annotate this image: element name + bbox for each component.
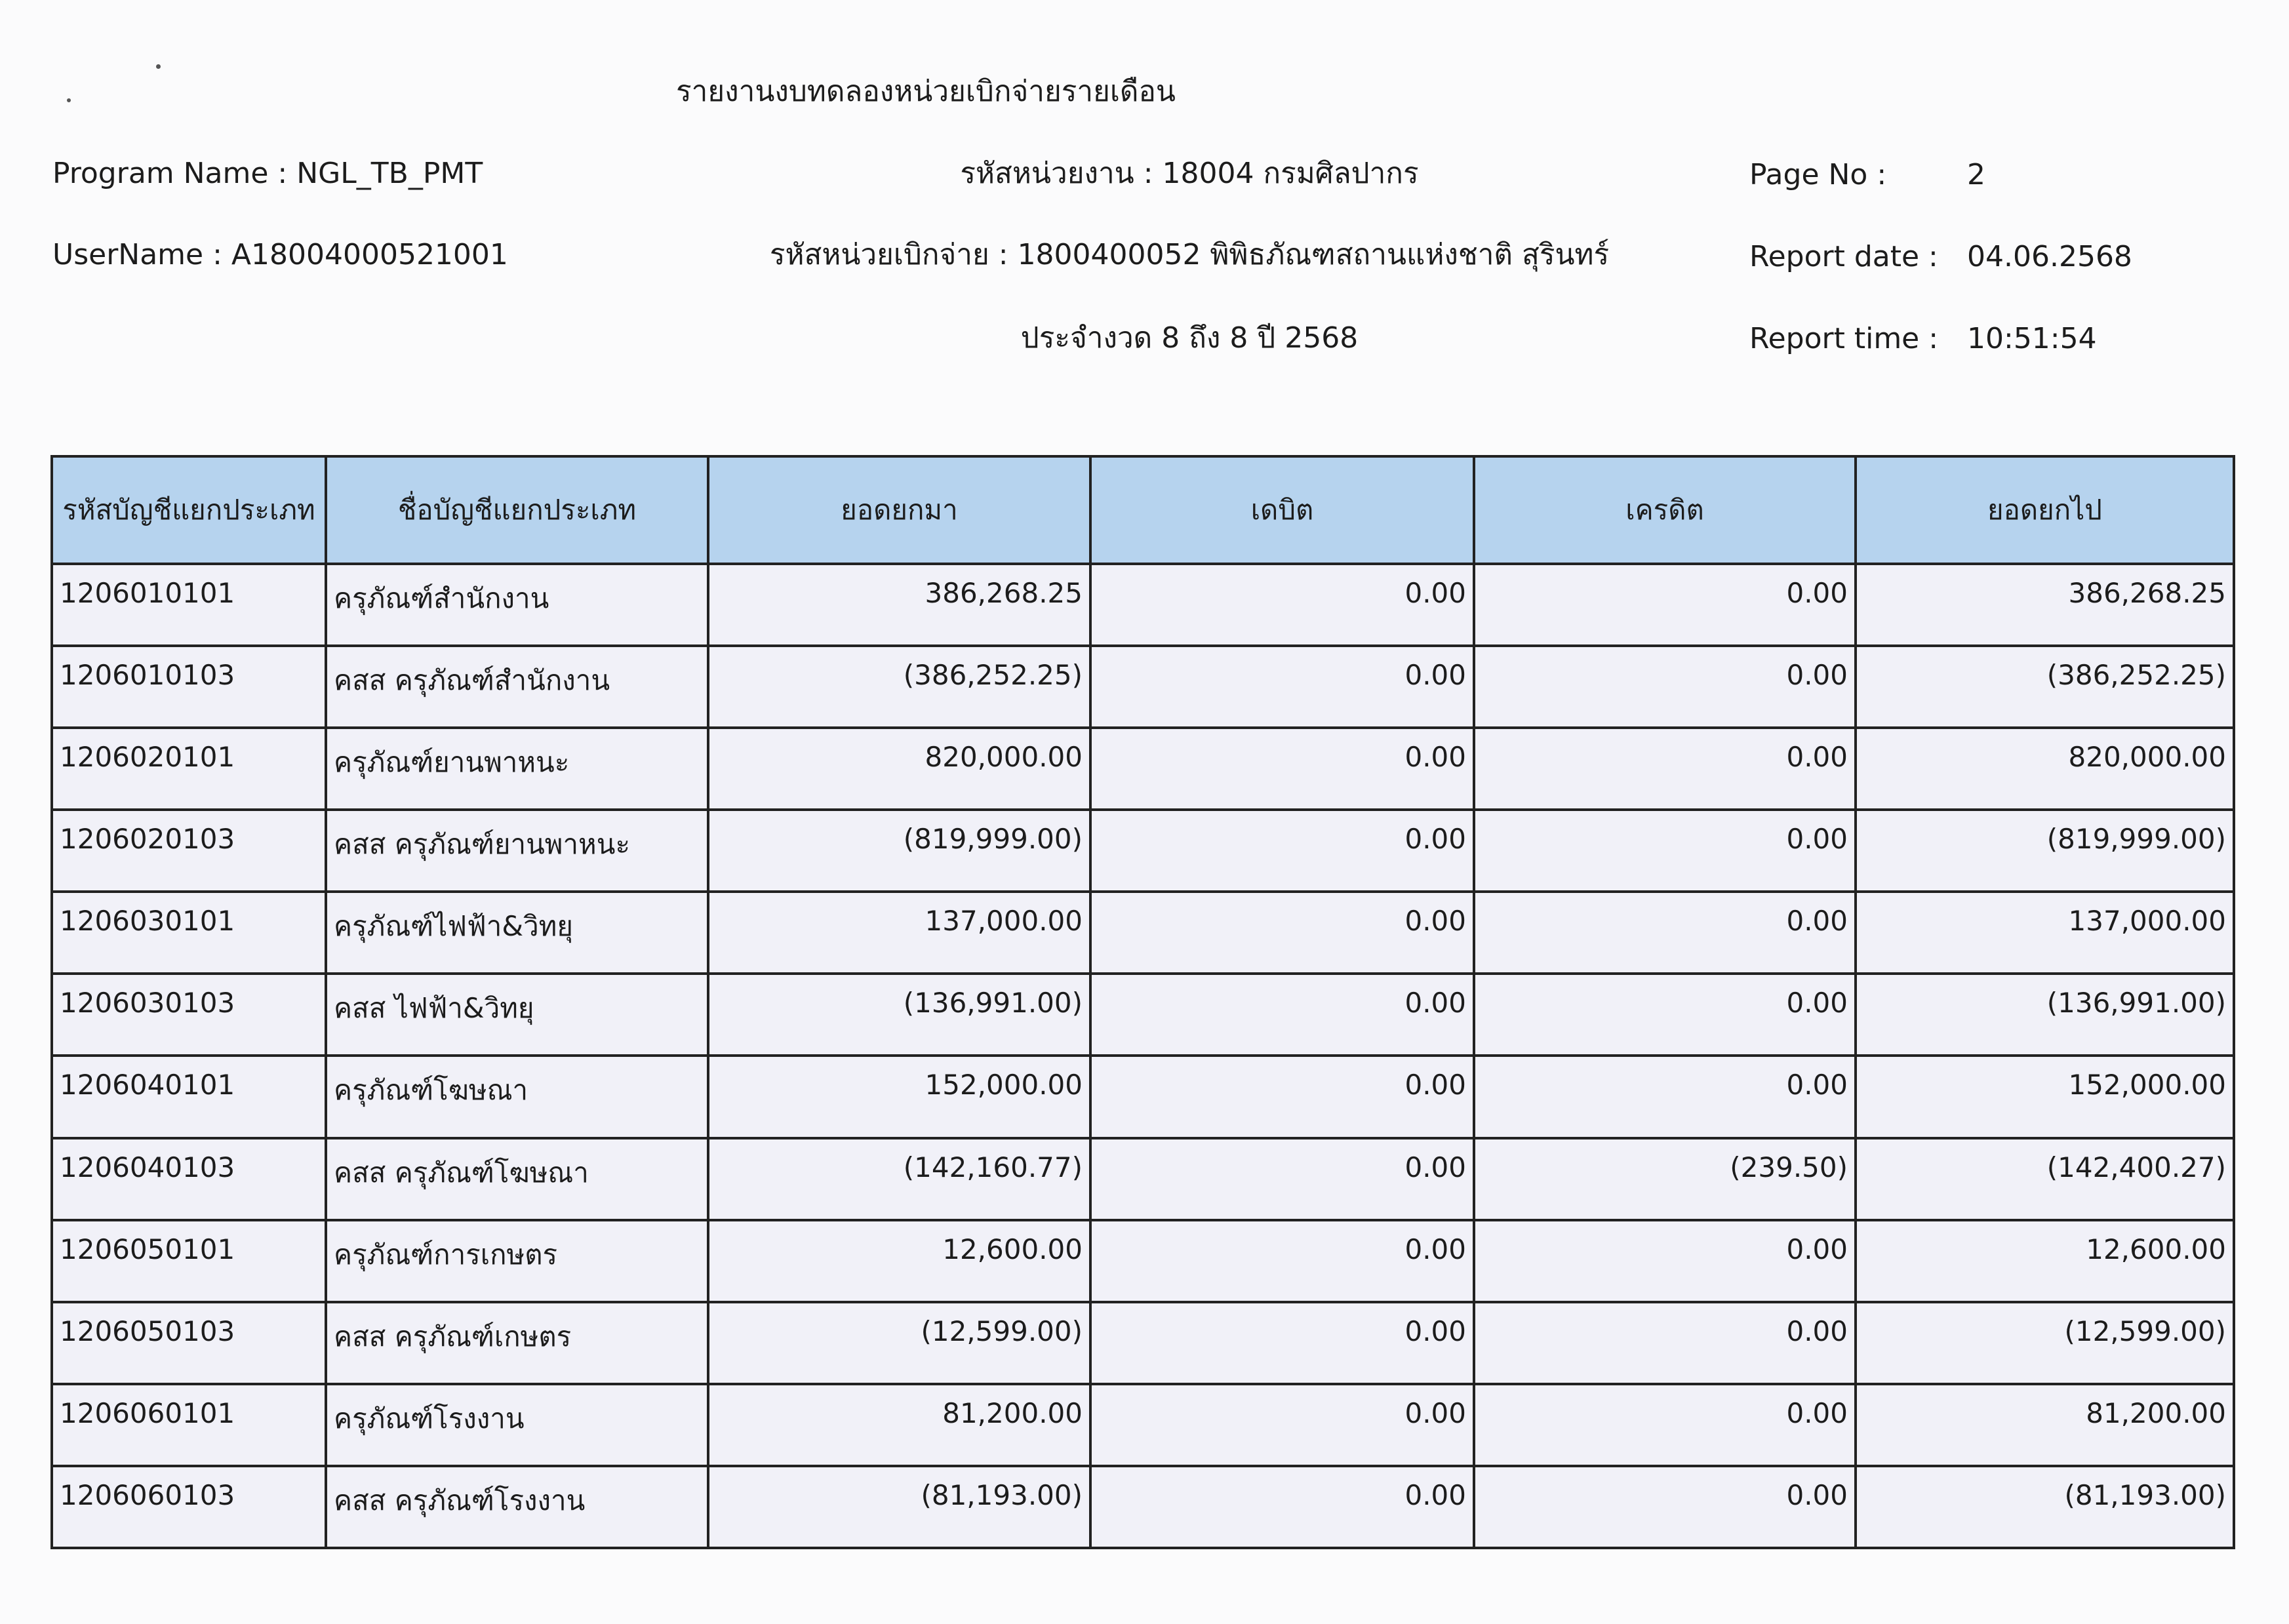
cell-account-name: คสส ครุภัณฑ์ยานพาหนะ	[326, 810, 708, 892]
cell-opening-balance: (136,991.00)	[708, 974, 1090, 1056]
cell-credit: 0.00	[1474, 728, 1856, 810]
cell-closing-balance: 12,600.00	[1856, 1220, 2234, 1302]
cell-closing-balance: (142,400.27)	[1856, 1138, 2234, 1220]
cell-opening-balance: 152,000.00	[708, 1056, 1090, 1138]
cell-account-name: คสส ครุภัณฑ์โรงงาน	[326, 1466, 708, 1548]
cell-opening-balance: 820,000.00	[708, 728, 1090, 810]
cell-credit: 0.00	[1474, 892, 1856, 974]
cell-account-name: ครุภัณฑ์การเกษตร	[326, 1220, 708, 1302]
cell-account-code: 1206040101	[52, 1056, 326, 1138]
table-header-row	[52, 456, 2234, 564]
page-no-label: Page No :	[1749, 158, 1887, 191]
scan-speck	[67, 98, 71, 102]
report-time-value: 10:51:54	[1967, 322, 2097, 355]
cell-account-code: 1206010101	[52, 564, 326, 646]
cell-debit: 0.00	[1090, 892, 1474, 974]
report-date-value: 04.06.2568	[1967, 240, 2132, 273]
cell-opening-balance: (12,599.00)	[708, 1302, 1090, 1384]
cell-account-code: 1206020101	[52, 728, 326, 810]
cell-debit: 0.00	[1090, 1384, 1474, 1466]
report-title: รายงานงบทดลองหน่วยเบิกจ่ายรายเดือน	[676, 75, 1176, 108]
col-header-account-name: ชื่อบัญชีแยกประเภท	[326, 456, 708, 564]
report-time-label: Report time :	[1749, 322, 1939, 355]
cell-account-code: 1206030101	[52, 892, 326, 974]
cell-closing-balance: (81,193.00)	[1856, 1466, 2234, 1548]
cell-account-name: ครุภัณฑ์สำนักงาน	[326, 564, 708, 646]
cell-opening-balance: 12,600.00	[708, 1220, 1090, 1302]
col-header-credit: เครดิต	[1474, 456, 1856, 564]
table-row	[52, 974, 2234, 1056]
table-row	[52, 1056, 2234, 1138]
col-header-debit: เดบิต	[1090, 456, 1474, 564]
table-row	[52, 1138, 2234, 1220]
cell-credit: 0.00	[1474, 974, 1856, 1056]
table-row	[52, 810, 2234, 892]
col-header-opening-balance: ยอดยกมา	[708, 456, 1090, 564]
cell-closing-balance: (819,999.00)	[1856, 810, 2234, 892]
cell-closing-balance: 820,000.00	[1856, 728, 2234, 810]
cell-debit: 0.00	[1090, 810, 1474, 892]
cell-opening-balance: (819,999.00)	[708, 810, 1090, 892]
cell-account-code: 1206050103	[52, 1302, 326, 1384]
cell-credit: 0.00	[1474, 1466, 1856, 1548]
cell-account-name: คสส ครุภัณฑ์โฆษณา	[326, 1138, 708, 1220]
cell-credit: 0.00	[1474, 810, 1856, 892]
cell-account-name: คสส ครุภัณฑ์เกษตร	[326, 1302, 708, 1384]
table-row	[52, 564, 2234, 646]
cell-closing-balance: 152,000.00	[1856, 1056, 2234, 1138]
cell-closing-balance: 386,268.25	[1856, 564, 2234, 646]
program-name: Program Name : NGL_TB_PMT	[52, 157, 483, 190]
cell-credit: 0.00	[1474, 646, 1856, 728]
cell-account-name: ครุภัณฑ์ไฟฟ้า&วิทยุ	[326, 892, 708, 974]
cell-debit: 0.00	[1090, 646, 1474, 728]
cell-account-name: คสส ครุภัณฑ์สำนักงาน	[326, 646, 708, 728]
cell-closing-balance: 81,200.00	[1856, 1384, 2234, 1466]
cell-account-name: คสส ไฟฟ้า&วิทยุ	[326, 974, 708, 1056]
cell-account-name: ครุภัณฑ์ยานพาหนะ	[326, 728, 708, 810]
cell-opening-balance: 81,200.00	[708, 1384, 1090, 1466]
cell-credit: 0.00	[1474, 1384, 1856, 1466]
cell-debit: 0.00	[1090, 1466, 1474, 1548]
cell-credit: 0.00	[1474, 1056, 1856, 1138]
cell-opening-balance: (142,160.77)	[708, 1138, 1090, 1220]
table-row	[52, 1466, 2234, 1548]
col-header-account-code: รหัสบัญชีแยกประเภท	[52, 456, 326, 564]
cell-closing-balance: (12,599.00)	[1856, 1302, 2234, 1384]
cell-debit: 0.00	[1090, 564, 1474, 646]
cell-closing-balance: (136,991.00)	[1856, 974, 2234, 1056]
cell-debit: 0.00	[1090, 1056, 1474, 1138]
cell-account-code: 1206010103	[52, 646, 326, 728]
cell-account-code: 1206020103	[52, 810, 326, 892]
cell-debit: 0.00	[1090, 728, 1474, 810]
cell-debit: 0.00	[1090, 1302, 1474, 1384]
cell-closing-balance: 137,000.00	[1856, 892, 2234, 974]
report-date-label: Report date :	[1749, 240, 1938, 273]
cell-account-code: 1206050101	[52, 1220, 326, 1302]
username: UserName : A18004000521001	[52, 238, 508, 271]
cell-opening-balance: 137,000.00	[708, 892, 1090, 974]
cell-account-code: 1206040103	[52, 1138, 326, 1220]
table-row	[52, 728, 2234, 810]
cell-closing-balance: (386,252.25)	[1856, 646, 2234, 728]
cell-debit: 0.00	[1090, 974, 1474, 1056]
cell-opening-balance: (386,252.25)	[708, 646, 1090, 728]
report-period: ประจำงวด 8 ถึง 8 ปี 2568	[1020, 321, 1359, 355]
page-no-value: 2	[1967, 158, 1985, 191]
table-row	[52, 1220, 2234, 1302]
cell-account-code: 1206060103	[52, 1466, 326, 1548]
cell-opening-balance: (81,193.00)	[708, 1466, 1090, 1548]
table-row	[52, 892, 2234, 974]
cell-account-name: ครุภัณฑ์โฆษณา	[326, 1056, 708, 1138]
cell-account-name: ครุภัณฑ์โรงงาน	[326, 1384, 708, 1466]
cell-credit: 0.00	[1474, 1302, 1856, 1384]
table-row	[52, 1302, 2234, 1384]
table-row	[52, 1384, 2234, 1466]
table-body	[52, 564, 2234, 1548]
col-header-closing-balance: ยอดยกไป	[1856, 456, 2234, 564]
cell-debit: 0.00	[1090, 1220, 1474, 1302]
cell-debit: 0.00	[1090, 1138, 1474, 1220]
cell-credit: (239.50)	[1474, 1138, 1856, 1220]
disbursement-unit: รหัสหน่วยเบิกจ่าย : 1800400052 พิพิธภัณฑสถานแห่งชาติ สุรินทร์	[769, 238, 1610, 271]
cell-credit: 0.00	[1474, 1220, 1856, 1302]
agency-code: รหัสหน่วยงาน : 18004 กรมศิลปากร	[960, 157, 1419, 190]
trial-balance-table	[50, 455, 2235, 1549]
scan-speck	[156, 64, 161, 69]
cell-opening-balance: 386,268.25	[708, 564, 1090, 646]
table-row	[52, 646, 2234, 728]
cell-account-code: 1206030103	[52, 974, 326, 1056]
cell-credit: 0.00	[1474, 564, 1856, 646]
cell-account-code: 1206060101	[52, 1384, 326, 1466]
